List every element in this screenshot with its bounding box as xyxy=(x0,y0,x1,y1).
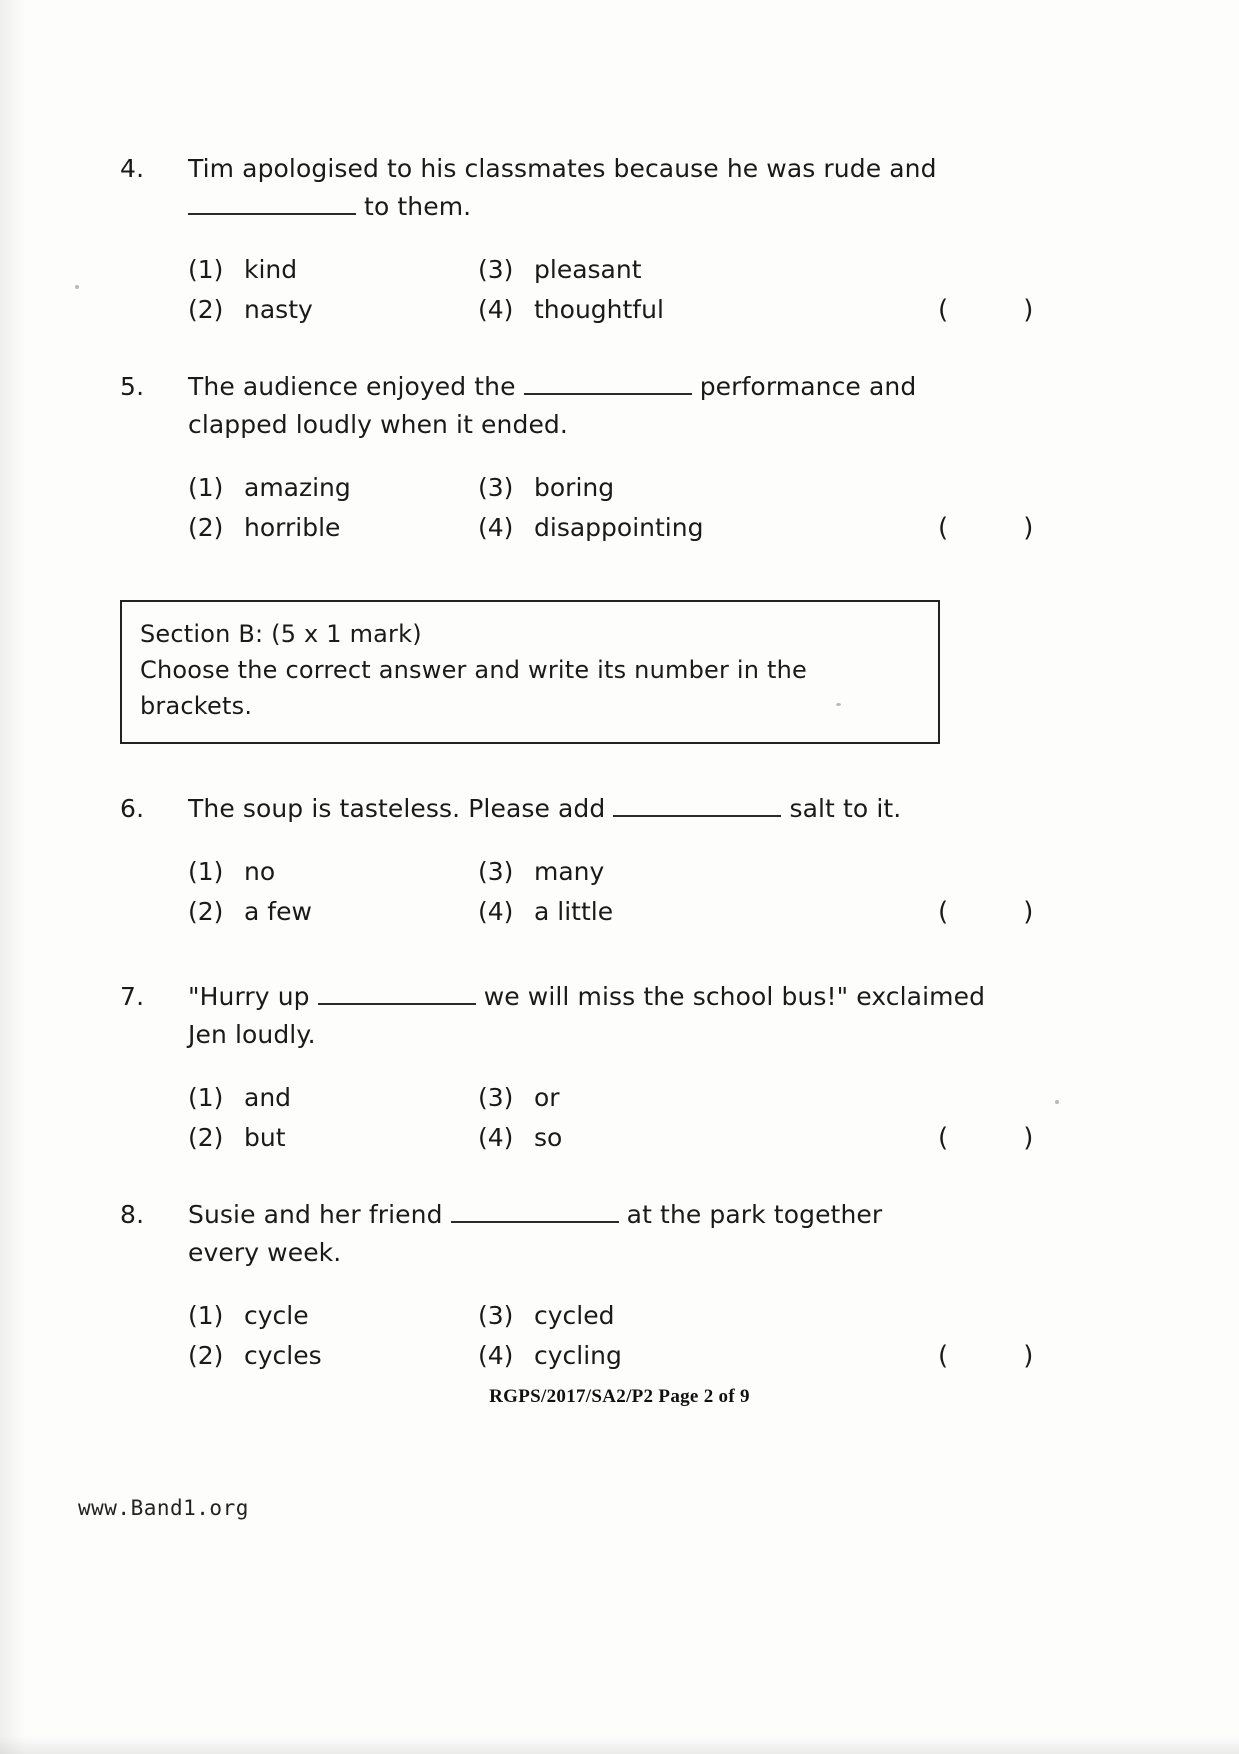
option-2[interactable] xyxy=(188,892,478,932)
question-number: 6. xyxy=(120,794,145,823)
option-label: thoughtful xyxy=(534,295,664,324)
option-1[interactable] xyxy=(188,1078,478,1118)
option-label: or xyxy=(534,1083,560,1112)
answer-bracket[interactable]: ( ) xyxy=(938,295,1035,325)
option-label: no xyxy=(244,857,276,886)
question-stem xyxy=(188,368,1120,444)
option-label: nasty xyxy=(244,295,313,324)
question-stem xyxy=(188,978,1120,1054)
option-key: (3) xyxy=(478,255,514,284)
option-2[interactable] xyxy=(188,1336,478,1376)
option-row xyxy=(188,1296,1120,1336)
option-key: (3) xyxy=(478,1083,514,1112)
question-stem-text-a: Susie and her friend xyxy=(188,1200,443,1229)
option-3[interactable] xyxy=(478,852,818,892)
answer-blank xyxy=(613,794,781,817)
option-key: (1) xyxy=(188,1083,224,1112)
option-key: (2) xyxy=(188,295,224,324)
option-key: (4) xyxy=(478,897,514,926)
option-key: (4) xyxy=(478,1123,514,1152)
option-1[interactable] xyxy=(188,1296,478,1336)
options-group xyxy=(188,852,1120,932)
question-stem-text-b: to them. xyxy=(364,192,472,221)
option-3[interactable] xyxy=(478,250,818,290)
section-b-box xyxy=(120,600,940,744)
option-row xyxy=(188,290,1120,330)
option-4[interactable] xyxy=(478,508,818,548)
answer-blank xyxy=(524,372,692,395)
site-watermark: www.Band1.org xyxy=(78,1496,249,1520)
question-number: 8. xyxy=(120,1200,145,1229)
scan-speck xyxy=(75,285,79,289)
question-5 xyxy=(120,368,1120,548)
option-3[interactable] xyxy=(478,468,818,508)
option-label: disappointing xyxy=(534,513,704,542)
question-stem-text-a: The soup is tasteless. Please add xyxy=(188,794,606,823)
answer-blank xyxy=(188,192,356,215)
question-stem-text-c: Jen loudly. xyxy=(188,1020,316,1049)
option-label: cycling xyxy=(534,1341,622,1370)
option-label: cycled xyxy=(534,1301,615,1330)
option-4[interactable] xyxy=(478,892,818,932)
option-label: horrible xyxy=(244,513,341,542)
question-6 xyxy=(120,790,1120,932)
question-number: 5. xyxy=(120,372,145,401)
answer-blank xyxy=(318,982,476,1005)
question-stem xyxy=(188,150,1120,226)
answer-blank xyxy=(451,1200,619,1223)
question-number: 7. xyxy=(120,982,145,1011)
option-key: (2) xyxy=(188,897,224,926)
question-stem-text-c: clapped loudly when it ended. xyxy=(188,410,568,439)
questions-container xyxy=(120,150,1120,1390)
option-row xyxy=(188,468,1120,508)
option-row xyxy=(188,1078,1120,1118)
question-stem-text-a: The audience enjoyed the xyxy=(188,372,516,401)
option-label: cycles xyxy=(244,1341,322,1370)
option-1[interactable] xyxy=(188,250,478,290)
option-row xyxy=(188,1336,1120,1376)
option-2[interactable] xyxy=(188,290,478,330)
question-stem-text-a: Tim apologised to his classmates because he was rude and xyxy=(188,154,937,183)
question-number: 4. xyxy=(120,154,145,183)
option-4[interactable] xyxy=(478,1118,818,1158)
question-stem xyxy=(188,1196,1120,1272)
options-group xyxy=(188,468,1120,548)
answer-bracket[interactable]: ( ) xyxy=(938,1341,1035,1371)
scan-edge-shadow xyxy=(0,0,26,1754)
question-stem-text-b: we will miss the school bus!" exclaimed xyxy=(483,982,986,1011)
option-row xyxy=(188,508,1120,548)
option-key: (4) xyxy=(478,513,514,542)
question-stem xyxy=(188,790,1120,828)
page-footer: RGPS/2017/SA2/P2 Page 2 of 9 xyxy=(489,1386,750,1407)
option-key: (1) xyxy=(188,1301,224,1330)
option-3[interactable] xyxy=(478,1078,818,1118)
option-key: (3) xyxy=(478,1301,514,1330)
question-stem-text-a: "Hurry up xyxy=(188,982,310,1011)
option-4[interactable] xyxy=(478,1336,818,1376)
answer-bracket[interactable]: ( ) xyxy=(938,1123,1035,1153)
option-key: (3) xyxy=(478,857,514,886)
option-2[interactable] xyxy=(188,1118,478,1158)
option-key: (4) xyxy=(478,1341,514,1370)
option-key: (1) xyxy=(188,473,224,502)
option-key: (1) xyxy=(188,255,224,284)
option-label: boring xyxy=(534,473,615,502)
option-row xyxy=(188,1118,1120,1158)
option-1[interactable] xyxy=(188,468,478,508)
options-group xyxy=(188,250,1120,330)
option-3[interactable] xyxy=(478,1296,818,1336)
option-label: a few xyxy=(244,897,312,926)
option-key: (3) xyxy=(478,473,514,502)
option-label: kind xyxy=(244,255,298,284)
option-label: many xyxy=(534,857,605,886)
option-label: pleasant xyxy=(534,255,642,284)
option-row xyxy=(188,852,1120,892)
option-label: amazing xyxy=(244,473,351,502)
option-row xyxy=(188,250,1120,290)
option-label: and xyxy=(244,1083,292,1112)
section-instruction: Choose the correct answer and write its number in the brackets. xyxy=(140,656,807,720)
option-key: (1) xyxy=(188,857,224,886)
option-label: cycle xyxy=(244,1301,309,1330)
question-7 xyxy=(120,978,1120,1158)
question-8 xyxy=(120,1196,1120,1376)
option-key: (2) xyxy=(188,1341,224,1370)
option-label: so xyxy=(534,1123,563,1152)
option-key: (2) xyxy=(188,513,224,542)
question-stem-text-b: at the park together xyxy=(626,1200,883,1229)
option-2[interactable] xyxy=(188,508,478,548)
question-stem-text-c: every week. xyxy=(188,1238,342,1267)
section-heading: Section B: (5 x 1 mark) xyxy=(140,620,422,648)
option-label: a little xyxy=(534,897,614,926)
answer-bracket[interactable]: ( ) xyxy=(938,513,1035,543)
options-group xyxy=(188,1078,1120,1158)
option-label: but xyxy=(244,1123,286,1152)
options-group xyxy=(188,1296,1120,1376)
option-row xyxy=(188,892,1120,932)
scan-bottom-shadow xyxy=(0,1736,1239,1754)
option-1[interactable] xyxy=(188,852,478,892)
answer-bracket[interactable]: ( ) xyxy=(938,897,1035,927)
option-key: (2) xyxy=(188,1123,224,1152)
option-key: (4) xyxy=(478,295,514,324)
question-stem-text-b: performance and xyxy=(699,372,917,401)
question-stem-text-b: salt to it. xyxy=(789,794,902,823)
question-4 xyxy=(120,150,1120,330)
option-4[interactable] xyxy=(478,290,818,330)
